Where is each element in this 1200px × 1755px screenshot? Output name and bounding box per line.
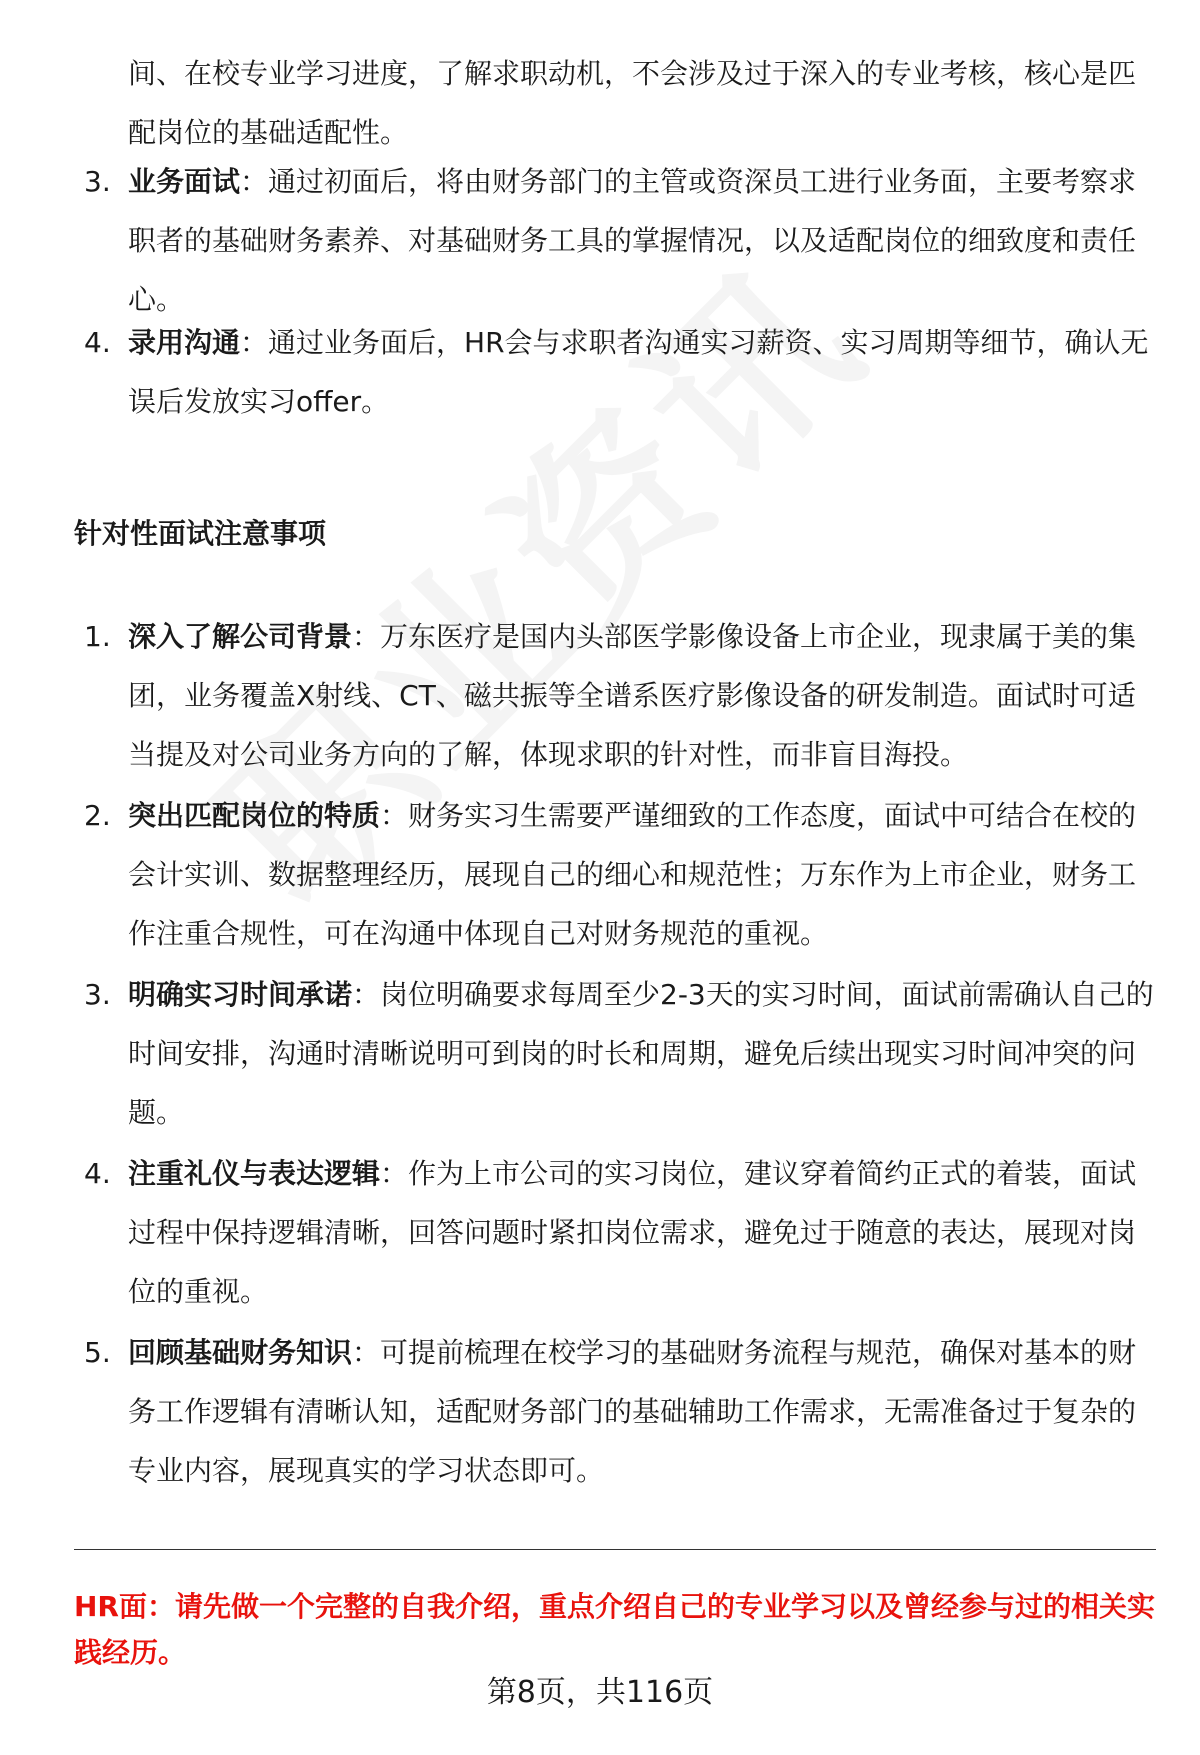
item-text: ：通过业务面后，HR会与求职者沟通实习薪资、实习周期等细节，确认无误后发放实习offer。	[128, 326, 1149, 418]
item-text: ：万东医疗是国内头部医学影像设备上市企业，现隶属于美的集团，业务覆盖X射线、CT、磁共振等全谱系医疗影像设备的研发制造。面试时可适当提及对公司业务方向的了解，体现求职的针对性，而非盲目海投。	[128, 620, 1137, 771]
item-text: ：岗位明确要求每周至少2-3天的实习时间，面试前需确认自己的时间安排，沟通时清晰说明可到岗的时长和周期，避免后续出现实习时间冲突的问题。	[128, 978, 1154, 1129]
item-text: ：可提前梳理在校学习的基础财务流程与规范，确保对基本的财务工作逻辑有清晰认知，适配财务部门的基础辅助工作需求，无需准备过于复杂的专业内容，展现真实的学习状态即可。	[128, 1336, 1137, 1487]
process-item-4	[84, 313, 1164, 431]
item-term: 回顾基础财务知识	[128, 1336, 353, 1369]
hr-question: HR面：请先做一个完整的自我介绍，重点介绍自己的专业学习以及曾经参与过的相关实践经历。	[74, 1590, 1155, 1669]
item-number: 2.	[84, 799, 111, 832]
item-text: ：通过初面后，将由财务部门的主管或资深员工进行业务面，主要考察求职者的基础财务素养、对基础财务工具的掌握情况，以及适配岗位的细致度和责任心。	[128, 165, 1137, 316]
tip-item-1	[84, 607, 1164, 784]
page-number: 第8页，共116页	[486, 1675, 714, 1710]
item-text: ：财务实习生需要严谨细致的工作态度，面试中可结合在校的会计实训、数据整理经历，展现自己的细心和规范性；万东作为上市企业，财务工作注重合规性，可在沟通中体现自己对财务规范的重视。	[128, 799, 1137, 950]
item-term: 明确实习时间承诺	[128, 978, 353, 1011]
intro-continuation: 间、在校专业学习进度，了解求职动机，不会涉及过于深入的专业考核，核心是匹配岗位的基础适配性。	[128, 57, 1137, 149]
process-item-3	[84, 152, 1164, 329]
section-divider	[74, 1549, 1156, 1550]
tip-item-4	[84, 1144, 1164, 1321]
tip-item-5	[84, 1323, 1164, 1500]
item-term: 录用沟通	[128, 326, 241, 359]
tip-item-3	[84, 965, 1164, 1142]
section-title: 针对性面试注意事项	[74, 517, 327, 550]
item-number: 1.	[84, 620, 111, 653]
item-term: 注重礼仪与表达逻辑	[128, 1157, 381, 1190]
item-term: 业务面试	[128, 165, 241, 198]
item-term: 突出匹配岗位的特质	[128, 799, 381, 832]
item-number: 5.	[84, 1336, 111, 1369]
item-number: 4.	[84, 326, 111, 359]
item-text: ：作为上市公司的实习岗位，建议穿着简约正式的着装，面试过程中保持逻辑清晰，回答问题时紧扣岗位需求，避免过于随意的表达，展现对岗位的重视。	[128, 1157, 1137, 1308]
item-number: 3.	[84, 978, 111, 1011]
item-number: 3.	[84, 165, 111, 198]
tip-item-2	[84, 786, 1164, 963]
item-term: 深入了解公司背景	[128, 620, 353, 653]
item-number: 4.	[84, 1157, 111, 1190]
